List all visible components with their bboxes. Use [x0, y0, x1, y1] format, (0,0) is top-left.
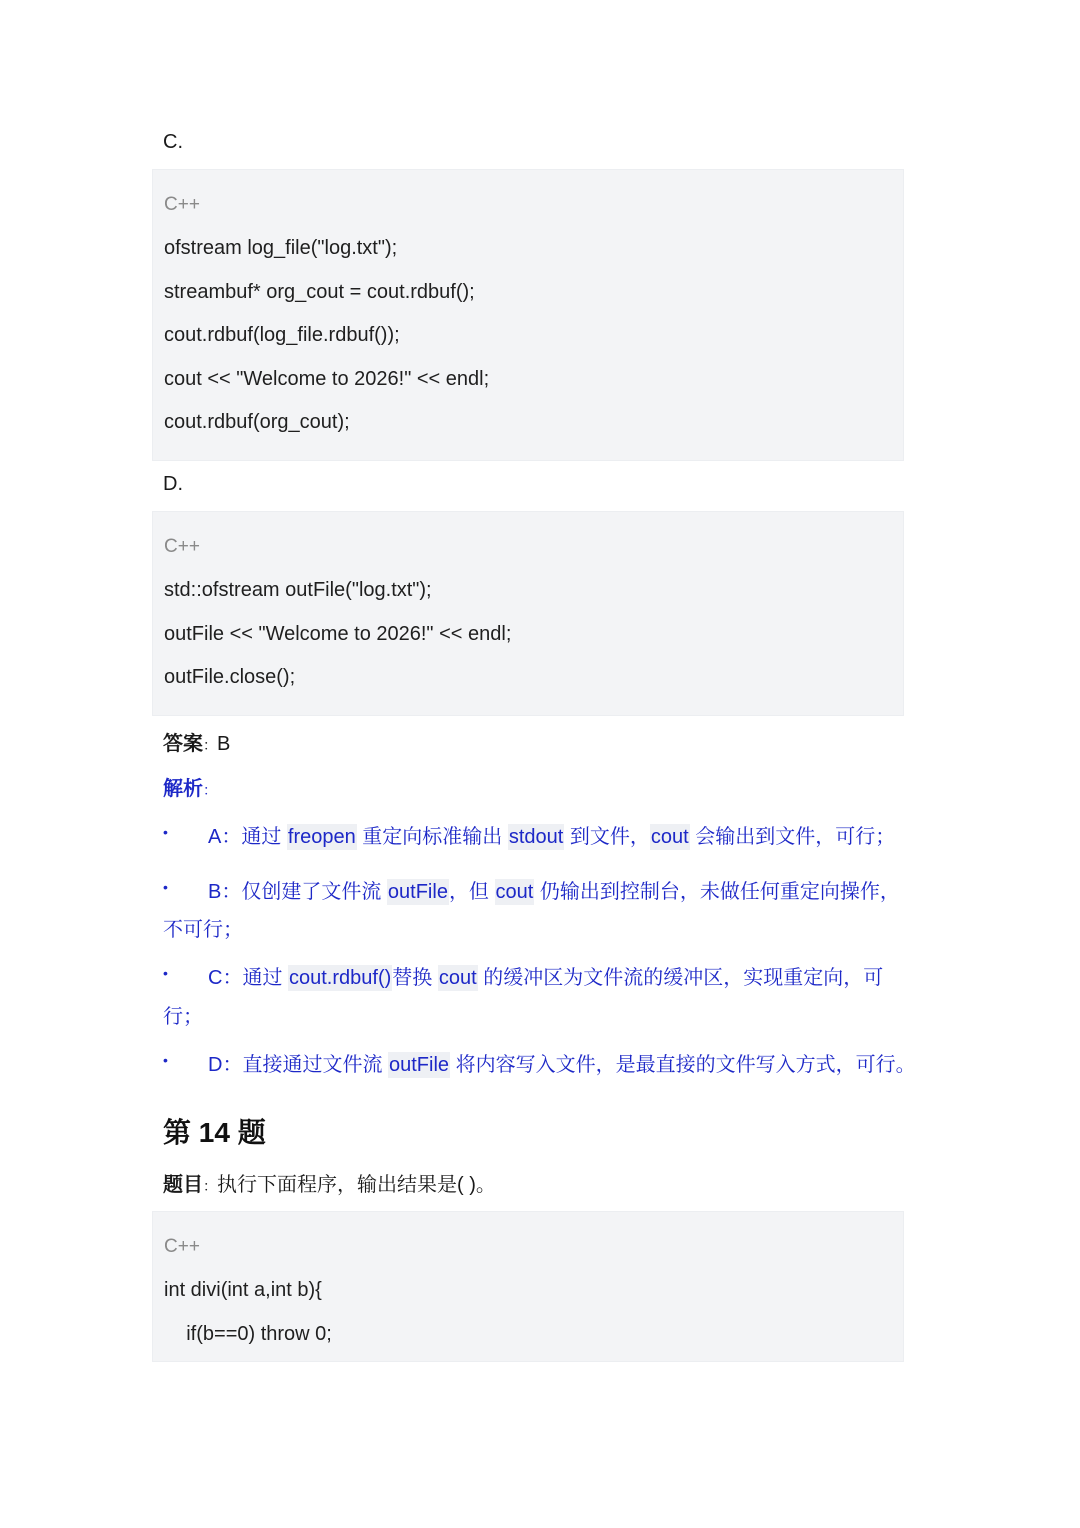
text-segment: ，但	[448, 881, 495, 903]
code-line: streambuf* org_cout = cout.rdbuf();	[164, 281, 475, 303]
code-block-option-d	[152, 511, 904, 716]
analysis-separator: ：	[203, 782, 217, 798]
text-segment: A：通过	[208, 826, 287, 848]
text-segment: D：直接通过文件流	[208, 1054, 388, 1076]
inline-code: outFile	[387, 881, 448, 903]
inline-code: cout.rdbuf()	[289, 967, 392, 989]
answer-key: 答案	[163, 733, 203, 755]
answer-value: B	[217, 733, 231, 755]
code-line: std::ofstream outFile("log.txt");	[164, 579, 432, 601]
analysis-item-b-continuation: 不可行；	[163, 919, 243, 941]
question-prompt	[163, 1168, 496, 1197]
inline-code: stdout	[508, 826, 564, 848]
text-segment: 替换	[392, 967, 438, 989]
answer-separator: ：	[203, 737, 217, 753]
bullet-dot: •	[163, 1052, 168, 1068]
text-segment: 重定向标准输出	[356, 826, 508, 848]
code-block-option-c	[152, 169, 904, 461]
analysis-item-c-continuation: 行；	[163, 1006, 203, 1028]
analysis-item-c	[208, 961, 883, 990]
option-c-label: C.	[163, 131, 183, 153]
question-key: 题目	[163, 1174, 203, 1196]
inline-code: cout	[495, 881, 534, 903]
code-line: int divi(int a,int b){	[164, 1279, 322, 1301]
analysis-title	[163, 772, 217, 801]
code-block-question-14	[152, 1211, 904, 1362]
code-language-label: C++	[164, 194, 200, 215]
code-line: cout.rdbuf(log_file.rdbuf());	[164, 324, 400, 346]
text-segment: C：通过	[208, 967, 288, 989]
option-d-label: D.	[163, 473, 183, 495]
analysis-item-d	[208, 1048, 916, 1077]
code-line: if(b==0) throw 0;	[164, 1323, 332, 1345]
analysis-title-text: 解析	[163, 778, 203, 800]
text-segment: 到文件，	[564, 826, 650, 848]
inline-code: outFile	[389, 1054, 450, 1076]
inline-code: cout	[438, 967, 477, 989]
question-text: 执行下面程序，输出结果是( )。	[217, 1174, 496, 1196]
analysis-item-b	[208, 875, 900, 904]
code-line: outFile << "Welcome to 2026!" << endl;	[164, 623, 512, 645]
bullet-dot: •	[163, 879, 168, 895]
question-title: 第 14 题	[163, 1117, 266, 1148]
bullet-dot: •	[163, 824, 168, 840]
bullet-dot: •	[163, 965, 168, 981]
code-language-label: C++	[164, 1236, 200, 1257]
code-line: ofstream log_file("log.txt");	[164, 237, 398, 259]
code-line: cout << "Welcome to 2026!" << endl;	[164, 368, 490, 390]
text-segment: 会输出到文件，可行；	[689, 826, 896, 848]
inline-code: freopen	[287, 826, 356, 848]
code-line: cout.rdbuf(org_cout);	[164, 411, 350, 433]
text-segment: B：仅创建了文件流	[208, 881, 387, 903]
text-segment: 将内容写入文件，是最直接的文件写入方式，可行。	[450, 1054, 916, 1076]
inline-code: cout	[650, 826, 689, 848]
question-separator: ：	[203, 1178, 217, 1194]
analysis-item-a	[208, 820, 895, 849]
text-segment: 的缓冲区为文件流的缓冲区，实现重定向，可	[477, 967, 884, 989]
code-language-label: C++	[164, 536, 200, 557]
code-line: outFile.close();	[164, 666, 296, 688]
text-segment: 仍输出到控制台，未做任何重定向操作，	[534, 881, 900, 903]
answer-line	[163, 727, 230, 756]
